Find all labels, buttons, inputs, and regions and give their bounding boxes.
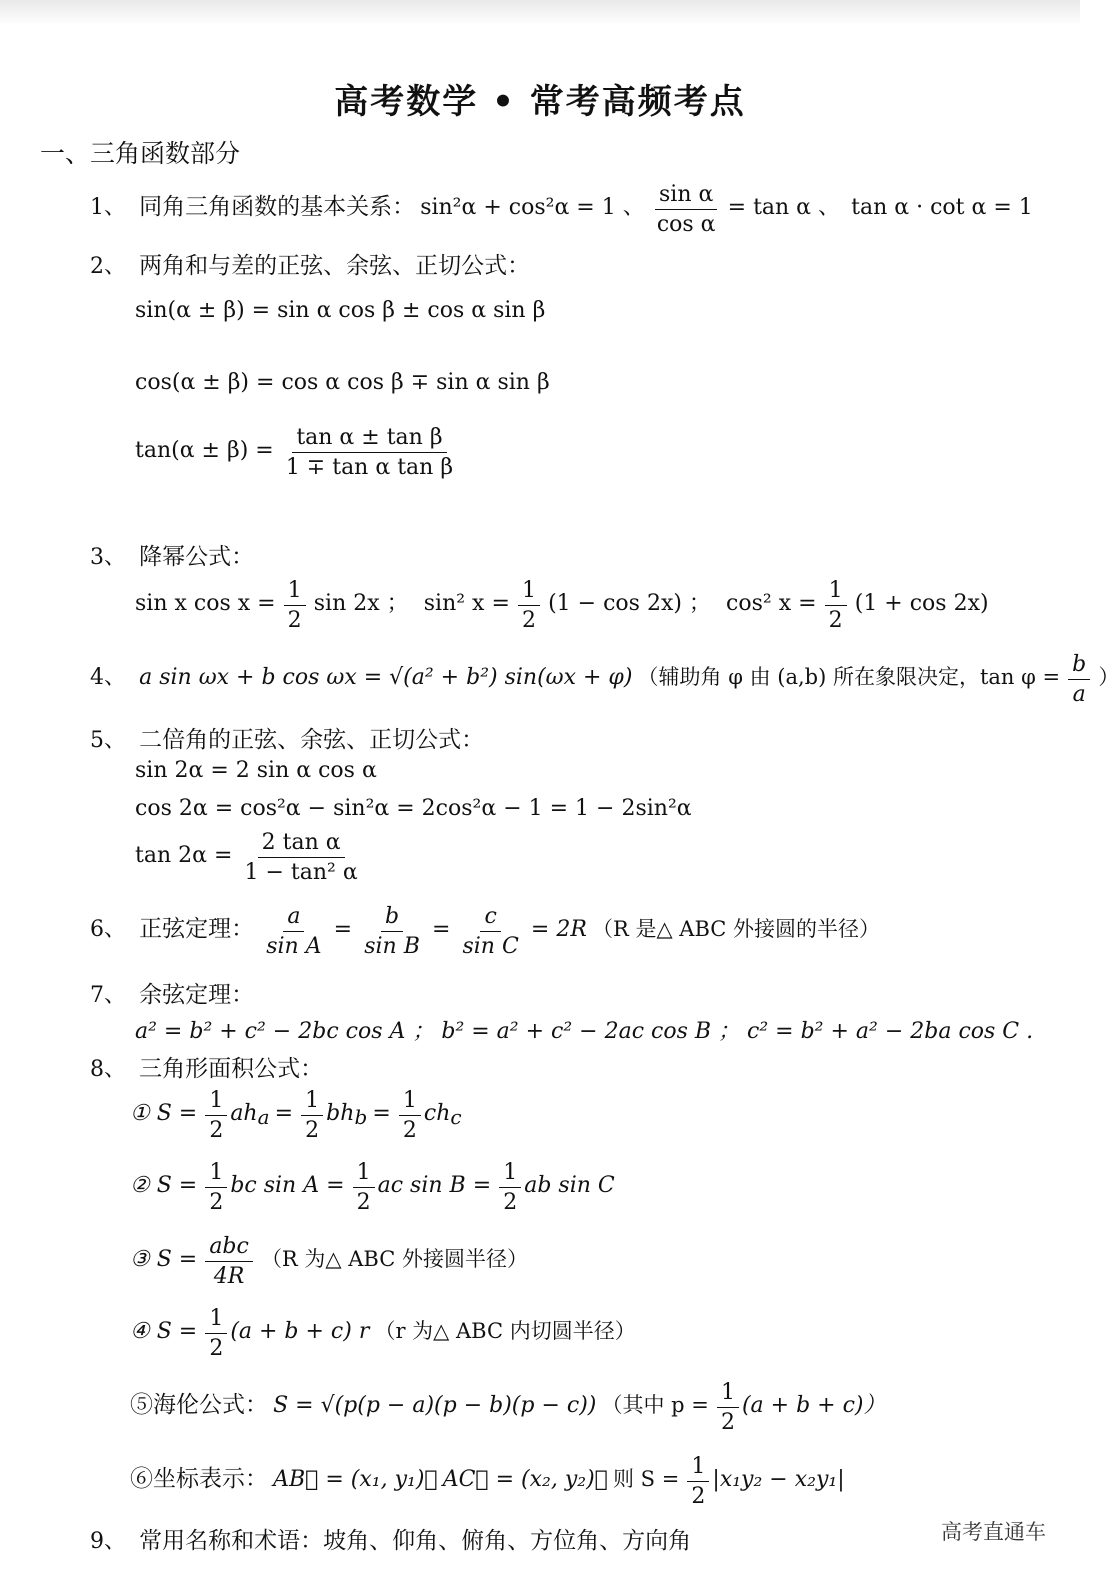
- term: (a + b + c) r: [230, 1319, 370, 1344]
- fraction: [458, 904, 522, 959]
- item-label: 三角形面积公式：: [139, 1056, 324, 1082]
- fraction: [653, 182, 720, 237]
- item-label: 余弦定理：: [139, 982, 255, 1008]
- numerator: a: [283, 904, 304, 932]
- numerator: 1: [284, 578, 306, 606]
- formula-cos-double: cos 2α = cos²α − sin²α = 2cos²α − 1 = 1 − 2sin²α: [135, 796, 692, 821]
- formula-cos-sum: cos(α ± β) = cos α cos β ∓ sin α sin β: [135, 370, 550, 395]
- term: ac sin B =: [377, 1173, 492, 1198]
- denominator: 2: [287, 608, 302, 633]
- numerator: abc: [205, 1234, 253, 1262]
- denominator: 2: [828, 608, 843, 633]
- denominator: 2: [209, 1336, 224, 1361]
- rhs: (1 − cos 2x) ；: [548, 591, 711, 616]
- denominator: 2: [402, 1118, 417, 1143]
- denominator: 2: [209, 1190, 224, 1215]
- numerator: b: [1068, 652, 1090, 680]
- item-label: 常用名称和术语：坡角、仰角、俯角、方位角、方向角: [139, 1528, 692, 1554]
- note: （r 为△ ABC 内切圆半径）: [374, 1319, 636, 1343]
- formula-auxiliary-angle: a sin ωx + b cos ωx = √(a² + b²) sin(ωx + φ): [139, 665, 633, 690]
- item-number: 8、: [90, 1057, 126, 1082]
- denominator: 2: [305, 1118, 320, 1143]
- rhs: (1 + cos 2x): [854, 591, 989, 616]
- formula-sin-sum: sin(α ± β) = sin α cos β ± cos α sin β: [135, 298, 546, 323]
- denominator: sin C: [462, 934, 519, 959]
- section-heading: 一、三角函数部分: [40, 139, 241, 168]
- fraction: [518, 578, 540, 633]
- item-number: 4、: [90, 665, 126, 690]
- formula-label: ⑤海伦公式：: [130, 1392, 268, 1418]
- item-number: 9、: [90, 1529, 126, 1554]
- note: （其中 p =: [601, 1393, 709, 1417]
- denominator: a: [1072, 682, 1086, 707]
- area-formula-1: ① S = $\frac{1}{2}$ $ah_a$ = $\frac{1}{2}$ $bh_b$ = $\frac{1}{2}$ $ch_c$: [130, 1088, 462, 1143]
- area-formula-2: [130, 1160, 615, 1215]
- item-number: 2、: [90, 254, 126, 279]
- denominator: 2: [720, 1410, 735, 1435]
- fraction: [262, 904, 325, 959]
- item-7: [90, 976, 254, 1009]
- numerator: 2 tan α: [258, 830, 345, 858]
- subscript: a: [257, 1105, 270, 1130]
- fraction: [360, 904, 424, 959]
- item-3: [90, 538, 254, 571]
- numerator: 1: [353, 1160, 375, 1188]
- fraction: [241, 830, 362, 885]
- numerator: c: [480, 904, 500, 932]
- lhs: 则 S =: [612, 1467, 680, 1491]
- watermark: 高考直通车: [941, 1520, 1046, 1544]
- numerator: sin α: [655, 182, 717, 210]
- denominator: 2: [503, 1190, 518, 1215]
- denominator: cos α: [656, 212, 716, 237]
- lhs: sin x cos x =: [135, 591, 276, 616]
- term: |x₁y₂ − x₂y₁|: [712, 1467, 845, 1492]
- formula: tan α · cot α = 1: [851, 195, 1033, 220]
- fraction: [825, 578, 847, 633]
- lhs: tan(α ± β) =: [135, 438, 274, 463]
- item-label: 同角三角函数的基本关系：: [139, 194, 416, 220]
- lhs: sin² x =: [423, 591, 510, 616]
- fraction: [284, 578, 306, 633]
- vector-ac: AC⃗ = (x₂, y₂)，: [442, 1467, 608, 1492]
- item-5: [90, 721, 484, 754]
- lhs: ③ S =: [130, 1247, 198, 1272]
- item-2: [90, 247, 530, 280]
- formula-power-reduction: [135, 578, 989, 633]
- fraction: [1068, 652, 1090, 707]
- fraction: [282, 425, 457, 480]
- numerator: 1: [205, 1306, 227, 1334]
- item-label: 降幂公式：: [139, 544, 255, 570]
- numerator: b: [381, 904, 403, 932]
- note: （辅助角 φ 由 (a,b) 所在象限决定，tan φ =: [637, 665, 1061, 689]
- scan-edge-shadow: [0, 0, 1080, 26]
- item-label: 正弦定理：: [139, 916, 255, 942]
- item-number: 6、: [90, 917, 126, 942]
- area-formula-5-heron: [130, 1380, 886, 1435]
- note: （R 为△ ABC 外接圆半径）: [260, 1247, 528, 1271]
- denominator: 2: [209, 1118, 224, 1143]
- item-9: [90, 1522, 691, 1555]
- area-formula-4: [130, 1306, 636, 1361]
- numerator: 1: [499, 1160, 521, 1188]
- numerator: 1: [205, 1088, 227, 1116]
- area-formula-6-coordinates: [130, 1454, 845, 1509]
- lhs: ② S =: [130, 1173, 198, 1198]
- item-label: 两角和与差的正弦、余弦、正切公式：: [139, 253, 531, 279]
- item-label: 二倍角的正弦、余弦、正切公式：: [139, 727, 485, 753]
- item-number: 5、: [90, 728, 126, 753]
- item-number: 3、: [90, 545, 126, 570]
- numerator: 1: [687, 1454, 709, 1482]
- denominator: 2: [522, 608, 536, 633]
- formula-label: ⑥坐标表示：: [130, 1466, 268, 1492]
- formula-sin-double: sin 2α = 2 sin α cos α: [135, 758, 377, 783]
- denominator: sin B: [364, 934, 420, 959]
- numerator: 1: [205, 1160, 227, 1188]
- item-number: 7、: [90, 983, 126, 1008]
- page-title: 高考数学 • 常考高频考点: [334, 82, 746, 122]
- formula: = tan α 、: [727, 195, 841, 220]
- denominator: 2: [691, 1484, 706, 1509]
- rhs: sin 2x ；: [313, 591, 409, 616]
- item-number: 1、: [90, 195, 126, 220]
- term: ch: [423, 1101, 451, 1126]
- note: （R 是△ ABC 外接圆的半径）: [592, 917, 881, 941]
- lhs: cos² x =: [726, 591, 817, 616]
- subscript: b: [354, 1105, 368, 1130]
- term: bc sin A =: [230, 1173, 345, 1198]
- lhs: ① S =: [130, 1101, 198, 1126]
- item-8: [90, 1050, 323, 1083]
- area-formula-3: [130, 1234, 528, 1289]
- denominator: sin A: [266, 934, 322, 959]
- denominator: 1 ∓ tan α tan β: [285, 455, 454, 480]
- denominator: 1 − tan² α: [244, 860, 358, 885]
- item-6: 6、 正弦定理： $\frac{a}{\text{sin A}}$ = $\frac{b}{\text{sin B}}$ = $\frac{c}{\text{sin C}}$ = 2R （R 是△ ABC 外接圆的半径）: [90, 904, 881, 959]
- numerator: tan α ± tan β: [292, 425, 446, 453]
- formula: sin²α + cos²α = 1 、: [420, 195, 645, 220]
- denominator: 4R: [213, 1264, 245, 1289]
- vector-ab: AB⃗ = (x₁, y₁)，: [273, 1467, 438, 1492]
- rhs: = 2R: [530, 917, 587, 942]
- formula-tan-sum: [135, 425, 460, 480]
- lhs: ④ S =: [130, 1319, 198, 1344]
- item-1: [90, 182, 1033, 237]
- numerator: 1: [301, 1088, 323, 1116]
- term: ab sin C: [524, 1173, 615, 1198]
- denominator: 2: [356, 1190, 371, 1215]
- numerator: 1: [518, 578, 540, 606]
- item-4: [90, 652, 1119, 707]
- numerator: 1: [399, 1088, 421, 1116]
- numerator: 1: [717, 1380, 739, 1408]
- term: bh: [326, 1101, 355, 1126]
- numerator: 1: [825, 578, 847, 606]
- formula-tan-double: [135, 830, 365, 885]
- formula-cosine-law: a² = b² + c² − 2bc cos A ； b² = a² + c² − 2ac cos B ； c² = b² + a² − 2ba cos C .: [135, 1019, 1034, 1044]
- term: (a + b + c)）: [741, 1393, 886, 1418]
- formula: S = √(p(p − a)(p − b)(p − c)): [273, 1393, 597, 1418]
- lhs: tan 2α =: [135, 843, 233, 868]
- term: ah: [230, 1101, 258, 1126]
- note-end: ）: [1098, 665, 1119, 689]
- subscript: c: [450, 1105, 462, 1130]
